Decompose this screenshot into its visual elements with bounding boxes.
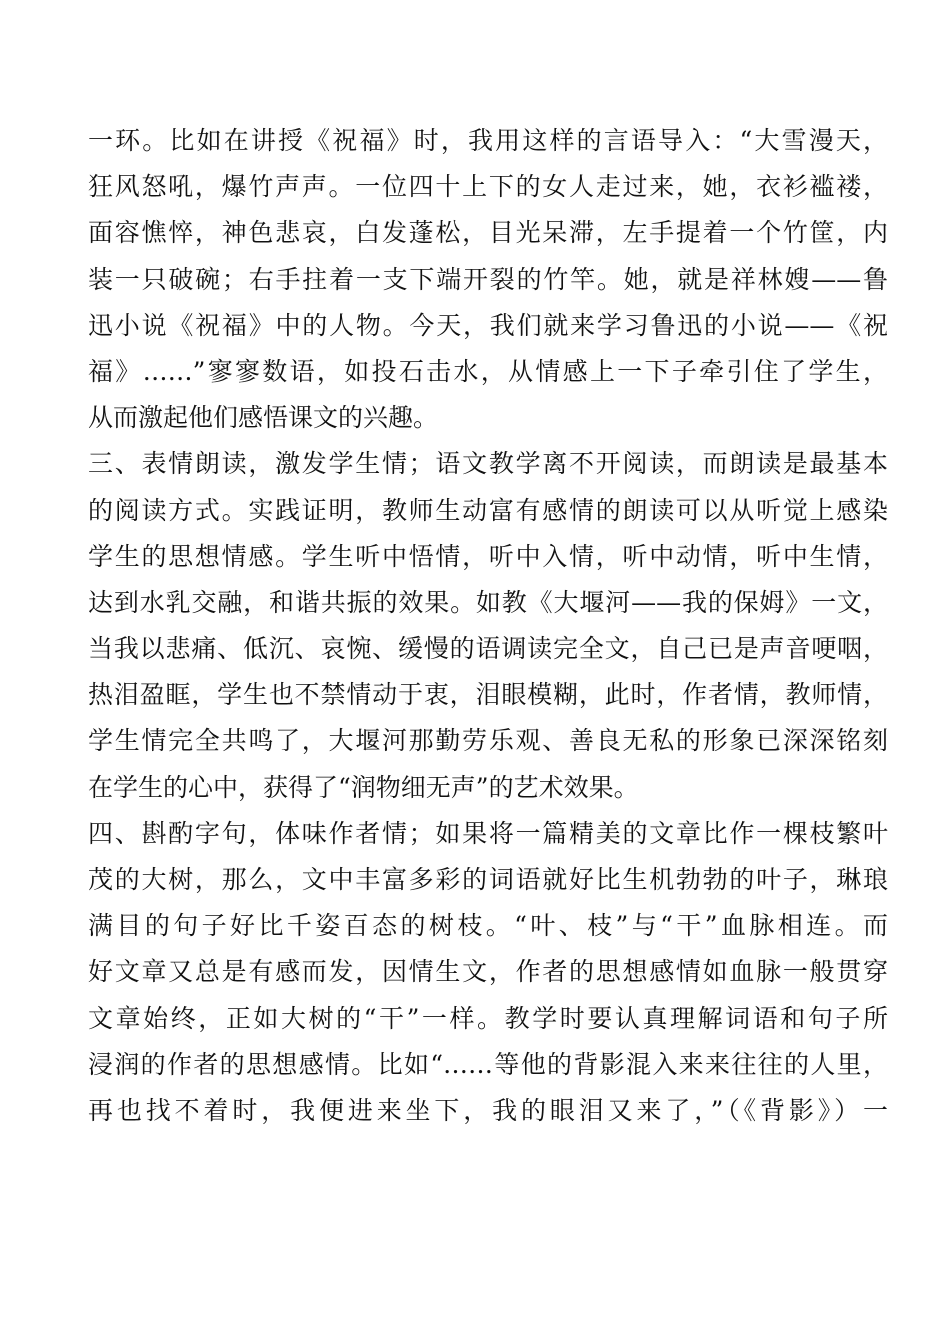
text-line: 文章始终，正如大树的“干”一样。教学时要认真理解词语和句子所 (88, 1003, 888, 1033)
text-line: 浸润的作者的思想感情。比如“……等他的背影混入来来往往的人里， (88, 1049, 888, 1079)
text-line: 四、斟酌字句，体味作者情；如果将一篇精美的文章比作一棵枝繁叶 (88, 818, 888, 848)
text-line: 学生的思想情感。学生听中悟情，听中入情，听中动情，听中生情， (88, 541, 888, 571)
text-line: 三、表情朗读，激发学生情；语文教学离不开阅读，而朗读是最基本 (88, 449, 888, 479)
text-line: 一环。比如在讲授《祝福》时，我用这样的言语导入：“大雪漫天， (88, 126, 888, 155)
text-line: 学生情完全共鸣了，大堰河那勤劳乐观、善良无私的形象已深深铭刻 (88, 726, 888, 756)
text-line: 迅小说《祝福》中的人物。今天，我们就来学习鲁迅的小说——《祝 (88, 310, 888, 340)
text-line: 再也找不着时，我便进来坐下，我的眼泪又来了，”（《背影》）一 (88, 1095, 888, 1125)
text-line: 好文章又总是有感而发，因情生文，作者的思想感情如血脉一般贯穿 (88, 957, 888, 987)
text-line: 面容憔悴，神色悲哀，白发蓬松，目光呆滞，左手提着一个竹筐，内 (88, 218, 888, 248)
text-line: 在学生的心中，获得了“润物细无声”的艺术效果。 (88, 772, 639, 802)
text-line: 装一只破碗；右手拄着一支下端开裂的竹竿。她，就是祥林嫂——鲁 (88, 264, 888, 294)
text-line: 热泪盈眶，学生也不禁情动于衷，泪眼模糊，此时，作者情，教师情， (88, 680, 888, 710)
text-line: 狂风怒吼，爆竹声声。一位四十上下的女人走过来，她，衣衫褴褛， (88, 172, 888, 202)
text-line: 的阅读方式。实践证明，教师生动富有感情的朗读可以从听觉上感染 (88, 495, 888, 525)
text-line: 茂的大树，那么，文中丰富多彩的词语就好比生机勃勃的叶子，琳琅 (88, 865, 888, 894)
text-line: 从而激起他们感悟课文的兴趣。 (88, 403, 439, 433)
text-line: 满目的句子好比千姿百态的树枝。“叶、枝”与“干”血脉相连。而 (88, 911, 888, 941)
text-line: 当我以悲痛、低沉、哀惋、缓慢的语调读完全文，自己已是声音哽咽， (88, 634, 888, 664)
text-line: 福》……”寥寥数语，如投石击水，从情感上一下子牵引住了学生， (88, 356, 888, 386)
text-line: 达到水乳交融，和谐共振的效果。如教《大堰河——我的保姆》一文， (88, 587, 888, 617)
body-text (88, 118, 888, 1134)
